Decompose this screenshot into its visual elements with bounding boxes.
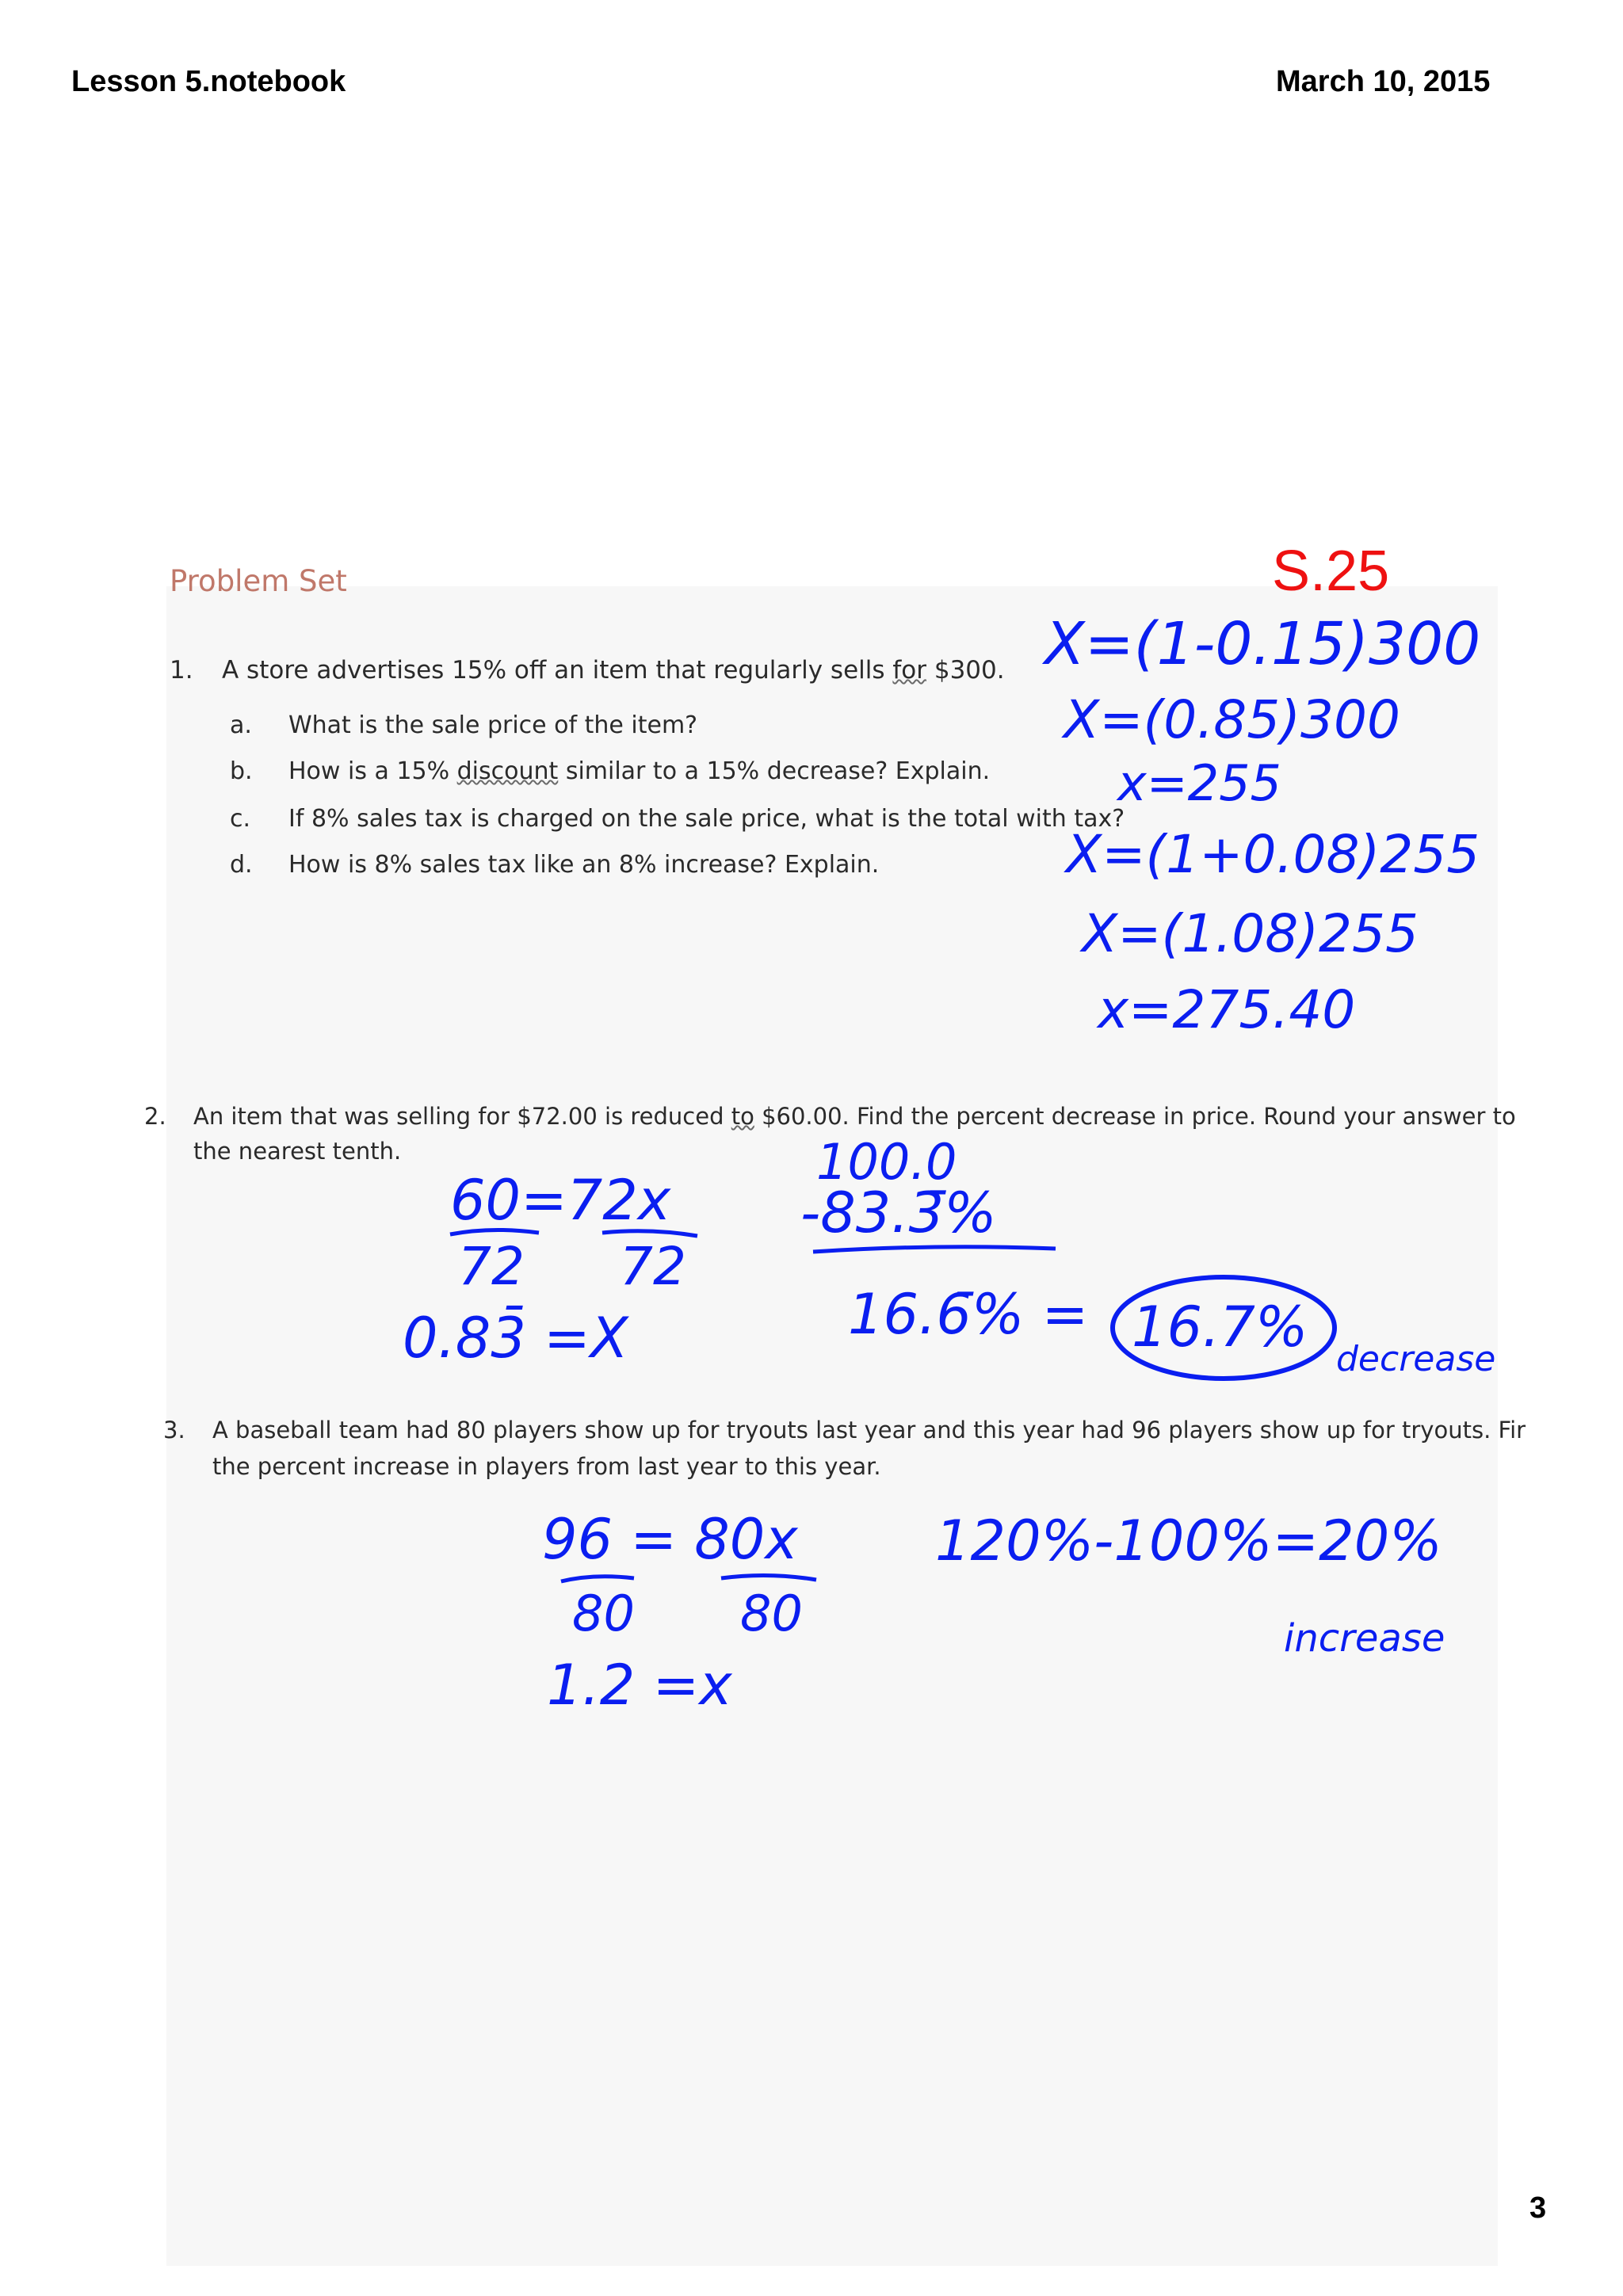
problem-2-line-2: the nearest tenth. xyxy=(193,1138,402,1165)
part-d-letter: d. xyxy=(230,851,253,879)
problem-1-number: 1. xyxy=(170,656,193,685)
notebook-title: Lesson 5.notebook xyxy=(71,65,346,98)
p1-work-line-6: x=275.40 xyxy=(1098,979,1356,1040)
p1-work-line-5: X=(1.08)255 xyxy=(1082,903,1419,964)
problem-2-line-1-b: $60.00. Find the percent decrease in price. Round your answer to xyxy=(754,1103,1516,1130)
problem-3-number: 3. xyxy=(163,1417,185,1444)
part-b-text-discount: discount xyxy=(456,757,559,785)
p3-result: 1.2 =x xyxy=(547,1653,732,1718)
p1-work-line-4: X=(1+0.08)255 xyxy=(1066,824,1480,885)
problem-3-line-2: the percent increase in players from last year to this year. xyxy=(212,1453,881,1480)
part-d-text: How is 8% sales tax like an 8% increase? Explain. xyxy=(288,851,880,879)
p3-denominator-right: 80 xyxy=(740,1585,803,1642)
problem-1-text-b: $300. xyxy=(926,656,1005,685)
problem-1-text-for: for xyxy=(892,656,926,685)
part-a-letter: a. xyxy=(230,711,252,739)
problem-2-line-1-to: to xyxy=(731,1103,754,1130)
part-b-letter: b. xyxy=(230,757,253,785)
section-title: Problem Set xyxy=(170,564,347,598)
p2-answer: 16.7% xyxy=(1132,1295,1308,1360)
p2-note: decrease xyxy=(1336,1339,1496,1379)
problem-2-line-1-a: An item that was selling for $72.00 is reduced xyxy=(193,1103,731,1130)
part-b-text-a: How is a 15% xyxy=(288,757,457,785)
p2-subtract-mid: -83.3̄% xyxy=(800,1180,997,1245)
problem-2-number: 2. xyxy=(144,1103,166,1130)
p2-denominator-left: 72 xyxy=(458,1236,525,1297)
p1-work-line-3: x=255 xyxy=(1117,754,1281,812)
part-c-letter: c. xyxy=(230,805,251,833)
part-b-text-b: similar to a 15% decrease? Explain. xyxy=(558,757,991,785)
p2-equation: 60=72x xyxy=(450,1168,671,1233)
page-date: March 10, 2015 xyxy=(1276,65,1491,98)
p3-denominator-left: 80 xyxy=(572,1585,635,1642)
p2-subtract-result: 16.6̄% = xyxy=(848,1282,1089,1347)
page-number: 3 xyxy=(1529,2191,1547,2225)
p2-denominator-right: 72 xyxy=(620,1236,686,1297)
p1-work-line-2: X=(0.85)300 xyxy=(1064,689,1400,750)
p3-equation: 96 = 80x xyxy=(542,1507,798,1572)
p2-result: 0.83̄ =X xyxy=(403,1306,628,1371)
problem-1-text xyxy=(222,656,1005,685)
p2-fraction-bars xyxy=(444,1226,713,1242)
p2-subtract-bar xyxy=(808,1242,1062,1258)
p3-percent-difference: 120%-100%=20% xyxy=(935,1508,1442,1573)
problem-2-line-1 xyxy=(193,1103,1516,1130)
part-c-text: If 8% sales tax is charged on the sale price, what is the total with tax? xyxy=(288,805,1125,833)
problem-1-text-a: A store advertises 15% off an item that regularly sells xyxy=(222,656,893,685)
p1-work-line-1: X=(1-0.15)300 xyxy=(1044,610,1481,678)
part-b-text xyxy=(288,757,990,785)
problem-3-line-1: A baseball team had 80 players show up for tryouts last year and this year had 96 players show up for tryouts. Fir xyxy=(212,1417,1526,1444)
p3-note: increase xyxy=(1284,1616,1445,1661)
problem-set-label: S.25 xyxy=(1272,540,1390,603)
p2-subtract-top: 100.0 xyxy=(816,1133,957,1191)
part-a-text: What is the sale price of the item? xyxy=(288,711,698,739)
